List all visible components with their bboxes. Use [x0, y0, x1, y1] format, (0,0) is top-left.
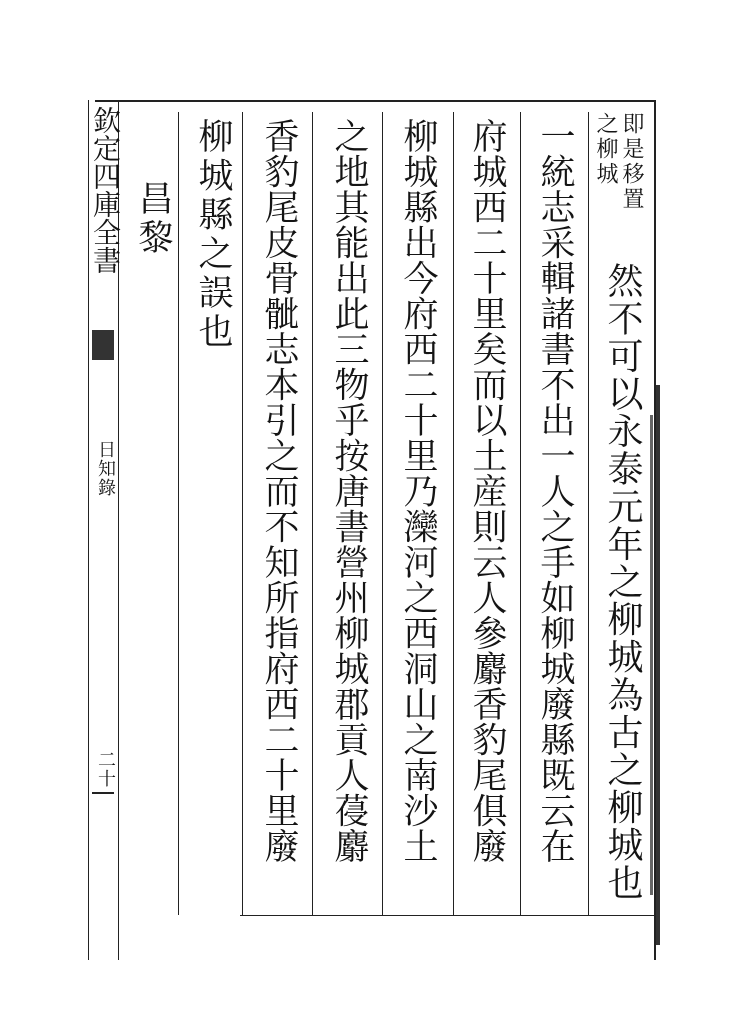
annotation-line-2: 之柳城 [593, 112, 618, 187]
folio-number: 二十 [95, 750, 116, 788]
fish-tail-mark [92, 330, 114, 360]
folio-rule [92, 792, 114, 794]
text-column-3: 府城西二十里矣而以土産則云人參麝香豹尾俱廢 [467, 118, 507, 864]
column-rule [453, 112, 454, 915]
column-rule [382, 112, 383, 915]
text-column-2: 一統志采輯諸書不出一人之手如柳城廢縣既云在 [535, 118, 575, 864]
book-title: 欽定四庫全書 [89, 106, 122, 274]
column-rule [242, 112, 243, 915]
frame-top-rule [95, 100, 655, 102]
text-column-7: 柳城縣之誤也 [193, 118, 233, 352]
binding-edge [650, 385, 664, 945]
text-column-4: 柳城縣出今府西二十里乃灤河之西洞山之南沙土 [398, 118, 438, 864]
annotation-line-1: 即是移置 [619, 112, 644, 212]
frame-bottom-rule [240, 915, 656, 916]
section-heading: 昌黎 [133, 180, 173, 258]
column-rule [178, 112, 179, 915]
column-rule [520, 112, 521, 915]
text-column-6: 香豹尾皮骨骴志本引之而不知所指府西二十里廢 [259, 118, 299, 864]
column-rule [312, 112, 313, 915]
text-column-1: 然不可以永泰元年之柳城為古之柳城也 [602, 262, 643, 902]
side-title: 日知錄 [95, 440, 116, 497]
column-rule [588, 112, 589, 915]
text-column-5: 之地其能出此三物乎按唐書營州柳城郡貢人葠麝 [329, 118, 369, 864]
